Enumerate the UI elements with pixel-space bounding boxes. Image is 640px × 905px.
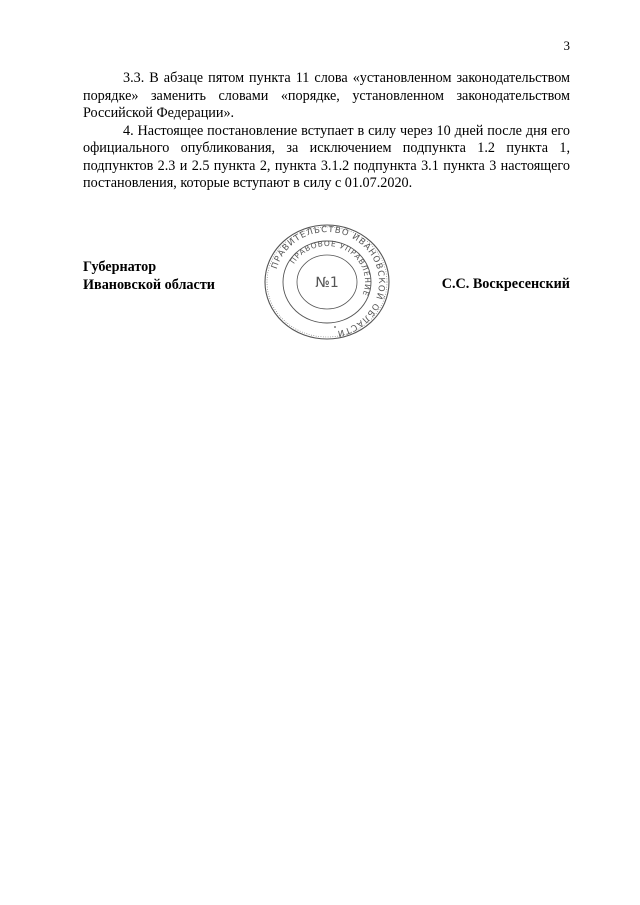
paragraph-3-3: 3.3. В абзаце пятом пункта 11 слова «установленном законодательством порядке» заменить словами «порядке, установленном законодательством Российской Федерации». [83,70,570,121]
stamp-seal-icon [263,223,391,341]
stamp-inner-text: ПРАВОВОЕ УПРАВЛЕНИЕ [288,238,373,298]
page-number: 3 [563,38,570,53]
signatory-position-line2: Ивановской области [83,276,215,293]
stamp-outer-text: ПРАВИТЕЛЬСТВО ИВАНОВСКОЙ ОБЛАСТИ [269,224,387,339]
signatory-position-line1: Губернатор [83,259,157,275]
official-stamp [263,223,391,341]
paragraph-4: 4. Настоящее постановление вступает в силу через 10 дней после дня его официального опубликования, за исключением подпункта 1.2 пункта 1, подпунктов 2.3 и 2.5 пункта 2, пункта 3.1.2 подпункта 3.1 пункта 3 настоящего постановления, которые вступают в силу с 01.07.2020. [83,122,570,191]
stamp-center-text: №1 [315,275,339,291]
signatory-position [83,259,215,294]
signatory-name: С.С. Воскресенский [441,276,570,292]
document-body [83,70,570,193]
